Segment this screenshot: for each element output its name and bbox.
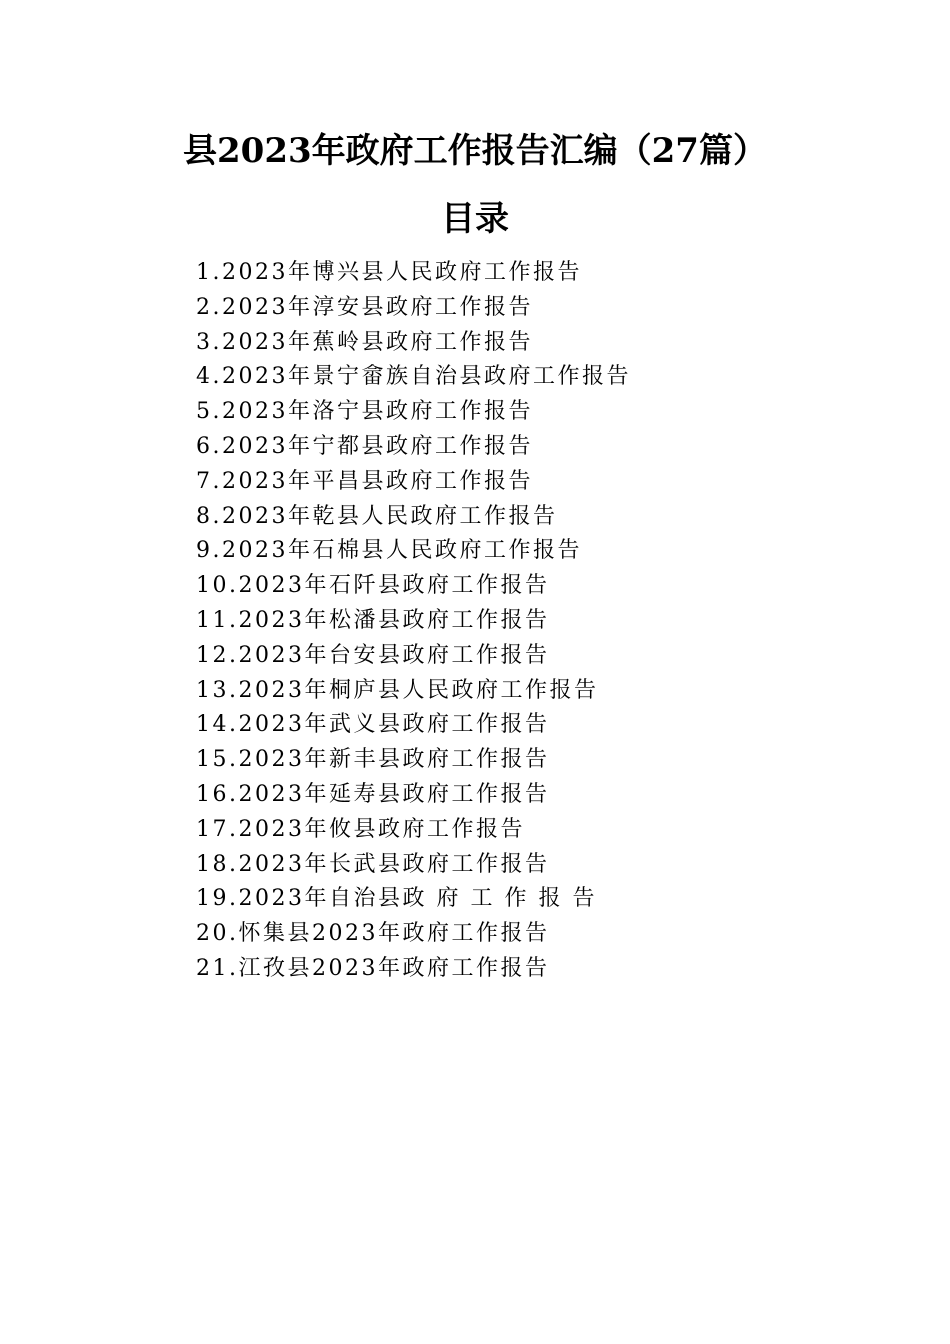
toc-entry-3[interactable]: 3.2023年蕉岭县政府工作报告 — [196, 329, 533, 355]
toc-entry-4[interactable]: 4.2023年景宁畲族自治县政府工作报告 — [196, 364, 631, 390]
toc-entry-13[interactable]: 13.2023年桐庐县人民政府工作报告 — [196, 677, 599, 703]
toc-entry-12[interactable]: 12.2023年台安县政府工作报告 — [196, 642, 550, 668]
toc-entry-15[interactable]: 15.2023年新丰县政府工作报告 — [196, 747, 550, 773]
toc-entry-2[interactable]: 2.2023年淳安县政府工作报告 — [196, 294, 533, 320]
toc-entry-5[interactable]: 5.2023年洛宁县政府工作报告 — [196, 399, 533, 425]
toc-heading: 目录 — [441, 199, 509, 239]
toc-entry-8[interactable]: 8.2023年乾县人民政府工作报告 — [196, 503, 558, 529]
toc-entry-10[interactable]: 10.2023年石阡县政府工作报告 — [196, 573, 550, 599]
toc-entry-6[interactable]: 6.2023年宁都县政府工作报告 — [196, 433, 533, 459]
document-title: 县2023年政府工作报告汇编（27篇） — [183, 131, 767, 171]
toc-entry-18[interactable]: 18.2023年长武县政府工作报告 — [196, 851, 550, 877]
toc-entry-20[interactable]: 20.怀集县2023年政府工作报告 — [196, 921, 550, 947]
toc-entry-19[interactable]: 19.2023年自治县政 府 工 作 报 告 — [196, 886, 597, 912]
toc-entry-14[interactable]: 14.2023年武义县政府工作报告 — [196, 712, 550, 738]
toc-entry-11[interactable]: 11.2023年松潘县政府工作报告 — [196, 607, 550, 633]
toc-entry-21[interactable]: 21.江孜县2023年政府工作报告 — [196, 955, 550, 981]
table-of-contents — [196, 256, 631, 987]
toc-entry-7[interactable]: 7.2023年平昌县政府工作报告 — [196, 468, 533, 494]
toc-entry-16[interactable]: 16.2023年延寿县政府工作报告 — [196, 781, 550, 807]
toc-entry-17[interactable]: 17.2023年攸县政府工作报告 — [196, 816, 525, 842]
toc-entry-1[interactable]: 1.2023年博兴县人民政府工作报告 — [196, 260, 582, 285]
toc-entry-9[interactable]: 9.2023年石棉县人民政府工作报告 — [196, 538, 582, 564]
